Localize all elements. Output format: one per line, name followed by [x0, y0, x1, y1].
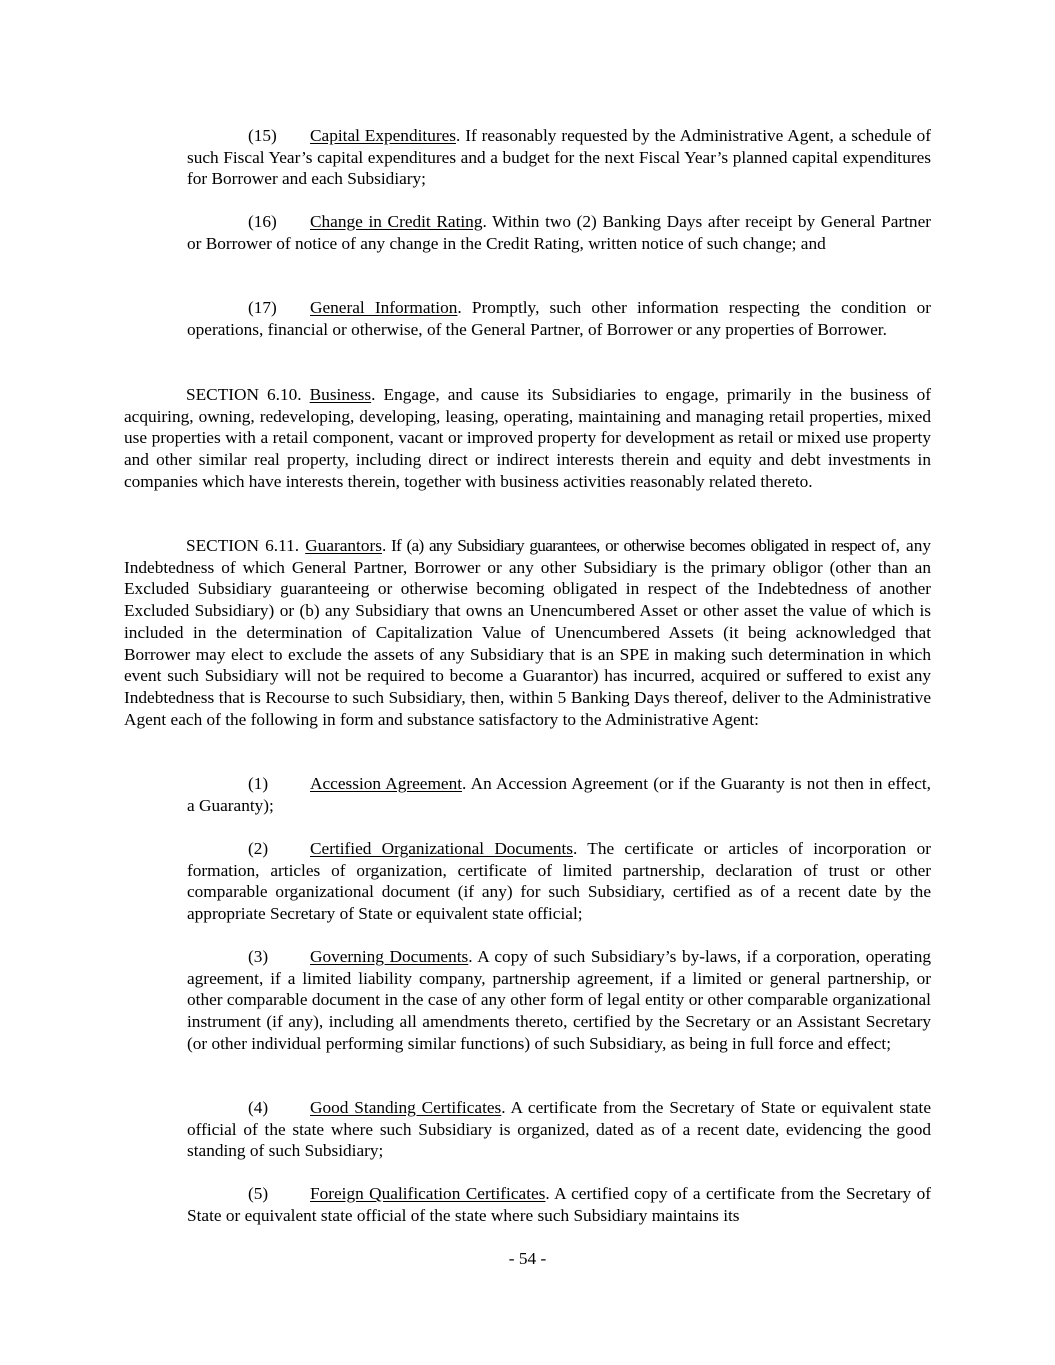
paragraph-text: . Promptly, such other information respecting the condition or operations, financial or otherwise, of the General Partner, of Borrower or any properties of Borrower. — [187, 298, 931, 339]
item-heading: Certified Organizational Documents — [310, 839, 574, 858]
item-heading: Accession Agreement — [310, 774, 463, 793]
item-heading: Foreign Qualification Certificates — [310, 1184, 546, 1203]
section-text-condensed: . If (a) any Subsidiary guarantees, or otherwise becomes obligated in respect — [381, 536, 876, 555]
item-heading: Governing Documents — [310, 947, 469, 966]
item-2 — [187, 838, 931, 925]
paragraph-17 — [187, 297, 931, 340]
section-label: SECTION 6.11. — [186, 536, 306, 555]
item-text: . A copy of such Subsidiary’s by-laws, if a corporation, operating agreement, if a limited liability company, partnership agreement, if a limited or general partnership, or other comparable document in the case of any other form of legal entity or other comparable organizational instrument (if any), including all amendments thereto, certified by the Secretary or an Assistant Secretary (or other individual performing similar functions) of such Subsidiary, as being in full force and effect; — [187, 947, 931, 1053]
paragraph-heading: Capital Expenditures — [310, 126, 456, 145]
paragraph-number: (16) — [248, 212, 277, 231]
item-number: (1) — [248, 774, 269, 793]
paragraph-15 — [187, 125, 931, 190]
item-number: (4) — [248, 1098, 269, 1117]
item-5 — [187, 1183, 931, 1226]
section-heading: Guarantors — [305, 536, 382, 555]
item-heading: Good Standing Certificates — [310, 1098, 502, 1117]
item-4 — [187, 1097, 931, 1162]
paragraph-number: (15) — [248, 126, 277, 145]
item-number: (5) — [248, 1184, 269, 1203]
paragraph-number: (17) — [248, 298, 277, 317]
item-text: . An Accession Agreement (or if the Guaranty is not then in effect, a Guaranty); — [187, 774, 931, 815]
page-number: - 54 - — [508, 1249, 547, 1268]
item-text: . The certificate or articles of incorporation or formation, articles of organization, certificate of limited partnership, declaration of trust or other comparable organizational document (if any) for such Subsidiary, certified as of a recent date by the appropriate Secretary of State or equivalent state official; — [187, 839, 931, 924]
section-text: . Engage, and cause its Subsidiaries to engage, primarily in the business of acquiring, owning, redeveloping, developing, leasing, operating, maintaining and managing retail properties, mixed use properties with a retail component, vacant or improved property for development as retail or mixed use property and other similar real property, including direct or indirect interests therein and equity and debt investments in companies which have interests therein, together with business activities reasonably related thereto. — [124, 385, 931, 491]
item-3 — [187, 946, 931, 1055]
item-number: (2) — [248, 839, 269, 858]
section-heading: Business — [309, 385, 372, 404]
section-text: of, any Indebtedness of which General Partner, Borrower or any other Subsidiary is the primary obligor (other than an Excluded Subsidiary guaranteeing or otherwise becoming obligated in respect of the Indebtedness of another Excluded Subsidiary) or (b) any Subsidiary that owns an Unencumbered Asset or other asset the value of which is included in the determination of Capitalization Value of Unencumbered Assets (it being acknowledged that Borrower may elect to exclude the assets of any Subsidiary that is an SPE in making such determination in which event such Subsidiary will not be required to become a Guarantor) has incurred, acquired or suffered to exist any Indebtedness that is Recourse to such Subsidiary, then, within 5 Banking Days thereof, deliver to the Administrative Agent each of the following in form and substance satisfactory to the Administrative Agent: — [124, 536, 932, 729]
section-label: SECTION 6.10. — [186, 385, 310, 404]
item-1 — [187, 773, 931, 816]
paragraph-16 — [187, 211, 931, 254]
section-6-10 — [124, 384, 931, 493]
item-number: (3) — [248, 947, 269, 966]
item-text: . A certified copy of a certificate from the Secretary of State or equivalent state official of the state where such Subsidiary maintains its — [187, 1184, 931, 1225]
paragraph-text: . If reasonably requested by the Administrative Agent, a schedule of such Fiscal Year’s capital expenditures and a budget for the next Fiscal Year’s planned capital expenditures for Borrower and each Subsidiary; — [187, 126, 931, 189]
item-text: . A certificate from the Secretary of State or equivalent state official of the state where such Subsidiary is organized, dated as of a recent date, evidencing the good standing of such Subsidiary; — [187, 1098, 931, 1161]
paragraph-heading: Change in Credit Rating — [310, 212, 483, 231]
paragraph-text: . Within two (2) Banking Days after receipt by General Partner or Borrower of notice of any change in the Credit Rating, written notice of such change; and — [187, 212, 931, 253]
paragraph-heading: General Information — [310, 298, 458, 317]
section-6-11 — [124, 535, 931, 730]
